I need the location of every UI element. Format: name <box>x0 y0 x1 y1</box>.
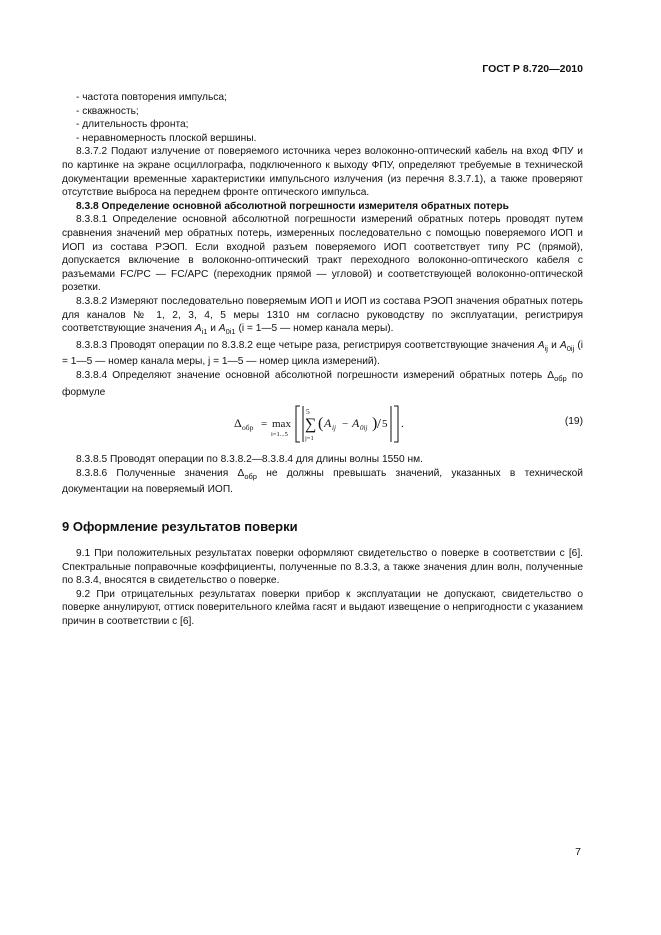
text-run: 8.3.8.6 Полученные значения <box>76 467 238 479</box>
formula-divisor: 5 <box>382 418 388 431</box>
bullet-item: - частота повторения импульса; <box>76 92 227 103</box>
text-run: 8.3.8.4 Определяют значение основной абсолютной погрешности измерений обратных потерь <box>76 369 548 381</box>
bullet-item: - длительность фронта; <box>76 119 189 131</box>
symbol-a: A <box>537 339 545 351</box>
subsection-heading-8-3-8: 8.3.8 Определение основной абсолютной погрешности измерителя обратных потерь <box>76 200 509 212</box>
formula-a-sub: ij <box>332 424 336 433</box>
page-number: 7 <box>575 846 581 858</box>
text-run: (i = 1—5 — номер канала меры, j = 1—5 — номер цикла измерений). <box>62 339 583 368</box>
page-body <box>62 91 583 629</box>
section-9-title: 9 Оформление результатов поверки <box>62 518 298 534</box>
formula-a: A <box>324 416 332 431</box>
symbol-delta: Δ <box>547 369 555 381</box>
formula-a0-sub: 0ij <box>360 424 368 433</box>
sum-upper-limit: 5 <box>306 407 310 417</box>
subscript: ij <box>544 343 548 353</box>
outer-brace-left <box>296 406 300 442</box>
bullet-item: - скважность; <box>76 105 139 117</box>
sum-lower-limit: j=1 <box>305 435 314 443</box>
formula-minus: − <box>342 418 349 431</box>
subscript: i1 <box>201 327 208 337</box>
formula-19 <box>62 403 583 445</box>
text-run: 8.3.8.3 Проводят операции по 8.3.8.2 еще четыре раза, регистрируя соответствующие значения <box>76 339 538 351</box>
subscript: обр <box>554 373 567 383</box>
formula-graphic <box>234 403 414 445</box>
outer-brace-right <box>394 406 398 442</box>
formula-a0: A <box>352 416 360 431</box>
paragraph-8-3-8-4 <box>62 369 583 399</box>
text-run: (i = 1—5 — номер канала меры). <box>235 323 394 335</box>
formula-lhs-sub: обр <box>242 423 254 433</box>
equation-number: (19) <box>564 416 583 428</box>
symbol-a: A <box>194 323 202 335</box>
formula-period: . <box>401 418 404 431</box>
bullet-item: - неравномерность плоской вершины. <box>76 132 257 144</box>
symbol-a0: A <box>559 339 567 351</box>
paragraph-8-3-8-5: 8.3.8.5 Проводят операции по 8.3.8.2—8.3.8.4 для длины волны 1550 нм. <box>76 454 423 466</box>
division-slash: / <box>377 417 381 433</box>
text-run: 8.3.8.2 Измеряют последовательно поверяемым ИОП и ИОП из состава РЭОП значения обратных потерь для каналов № 1, 2, 3, 4, 5 меры 1310 нм согласно руководству по эксплуатации, регистрируя соответствующие значения <box>62 295 583 335</box>
symbol-delta: Δ <box>237 467 245 479</box>
paren-close: ) <box>372 415 378 433</box>
paragraph-8-3-8-3 <box>62 339 583 369</box>
paragraph-8-3-8-1: 8.3.8.1 Определение основной абсолютной погрешности измерений обратных потерь проводят путем сравнения значений мер обратных потерь, измеренных последовательно с помощью поверяемого ИОП и ИОП из состава РЭОП. Если входной разъем поверяемого ИОП соответствует типу PC (прямой), допускается включение в волоконно-оптический тракт переходного волоконно-оптического кабеля с разъемами FC/PC — FC/APC (переходник прямой — угловой) и соответствующей волоконно-оптической розетки. <box>62 214 583 294</box>
paragraph-9-1: 9.1 При положительных результатах поверки оформляют свидетельство о поверке в соответствии с [6]. Спектральные поправочные коэффициенты, полученные по 8.3.3, а также значения длин волн, полученные по 8.3.4, вносятся в свидетельство о поверке. <box>62 547 583 587</box>
paragraph-8-3-8-6 <box>62 467 583 497</box>
formula-lhs: Δ <box>234 416 242 431</box>
sum-symbol: ∑ <box>305 416 317 434</box>
text-run: и <box>547 339 560 351</box>
paragraph-9-2: 9.2 При отрицательных результатах поверки прибор к эксплуатации не допускают, свидетельство о поверке аннулируют, оттиск поверительного клейма гасят и выдают извещение о непригодности с указанием причин в соответствии с [6]. <box>62 588 583 627</box>
subscript: 0i1 <box>225 327 236 337</box>
formula-equals: = <box>261 418 268 431</box>
standard-header: ГОСТ Р 8.720—2010 <box>482 63 583 75</box>
subscript: обр <box>244 471 257 481</box>
formula-max-sub: i=1...5 <box>271 431 288 439</box>
subscript: 0ij <box>566 343 575 353</box>
text-run: не должны превышать значений, указанных в технической документации на поверяемый ИОП. <box>62 467 583 496</box>
symbol-a0: A <box>218 323 226 335</box>
paragraph-8-3-7-2: 8.3.7.2 Подают излучение от поверяемого источника через волоконно-оптический кабель на вход ФПУ и по картинке на экране осциллографа, подключенного к выходу ФПУ, определяют требуемые в технической документации временные характеристики импульсного излучения (из перечня 8.3.7.1), а также проверяют отсутствие выброса на переднем фронте оптического импульса. <box>62 146 583 199</box>
text-run: и <box>207 323 219 335</box>
text-run: по формуле <box>62 369 583 398</box>
paragraph-8-3-8-2 <box>62 295 583 339</box>
formula-max: max <box>272 418 291 431</box>
paren-open: ( <box>318 415 324 433</box>
